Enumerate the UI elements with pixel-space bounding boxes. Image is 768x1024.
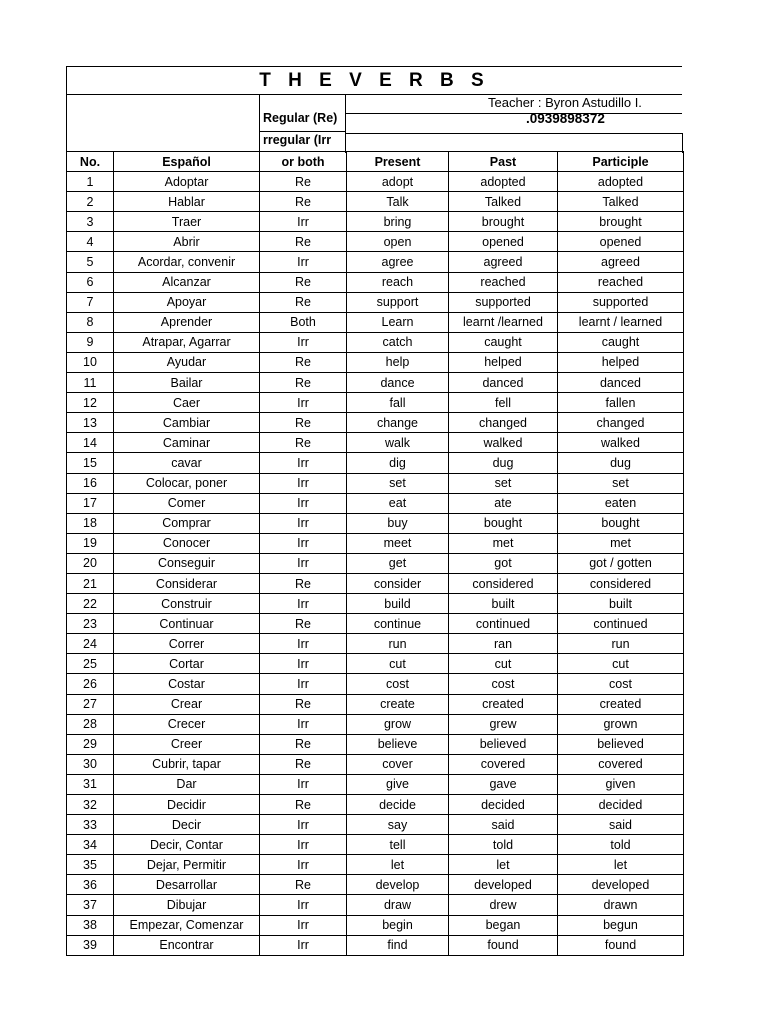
table-row [67,212,684,232]
table-row [67,312,684,332]
cell-past: supported [449,292,558,312]
cell-past: told [449,835,558,855]
cell-participle: changed [558,413,684,433]
cell-no: 6 [67,272,114,292]
cell-type: Re [260,875,347,895]
table-row [67,734,684,754]
table-row [67,553,684,573]
cell-participle: told [558,835,684,855]
cell-type: Re [260,232,347,252]
cell-present: find [347,935,449,955]
cell-past: got [449,553,558,573]
cell-espanol: Traer [114,212,260,232]
cell-present: help [347,352,449,372]
cell-present: tell [347,835,449,855]
cell-past: helped [449,352,558,372]
page-title: T H E V E R B S [66,66,682,95]
legend-divider [260,131,345,132]
cell-espanol: Acordar, convenir [114,252,260,272]
cell-past: created [449,694,558,714]
cell-past: learnt /learned [449,312,558,332]
table-row [67,352,684,372]
cell-present: draw [347,895,449,915]
cell-present: dance [347,373,449,393]
cell-participle: decided [558,795,684,815]
cell-type: Irr [260,935,347,955]
cell-type: Re [260,694,347,714]
cell-present: bring [347,212,449,232]
cell-past: fell [449,393,558,413]
cell-participle: eaten [558,493,684,513]
cell-no: 22 [67,594,114,614]
cell-no: 10 [67,352,114,372]
cell-past: dug [449,453,558,473]
cell-present: develop [347,875,449,895]
cell-past: drew [449,895,558,915]
cell-participle: cost [558,674,684,694]
cell-present: let [347,855,449,875]
cell-type: Irr [260,674,347,694]
cell-participle: met [558,533,684,553]
table-row [67,332,684,352]
cell-type: Irr [260,855,347,875]
cell-present: build [347,594,449,614]
cell-participle: drawn [558,895,684,915]
cell-espanol: Construir [114,594,260,614]
cell-no: 21 [67,573,114,593]
teacher-name: Teacher : Byron Astudillo I. [488,95,642,110]
column-header-type: or both [260,152,347,172]
cell-past: adopted [449,172,558,192]
table-body [67,172,684,956]
table-row [67,533,684,553]
cell-no: 15 [67,453,114,473]
table-row [67,513,684,533]
column-header-no: No. [67,152,114,172]
cell-participle: reached [558,272,684,292]
cell-participle: covered [558,754,684,774]
cell-participle: supported [558,292,684,312]
cell-no: 20 [67,553,114,573]
cell-type: Irr [260,634,347,654]
regular-label: Regular (Re) [263,111,338,125]
cell-present: decide [347,795,449,815]
cell-no: 7 [67,292,114,312]
cell-present: grow [347,714,449,734]
table-row [67,774,684,794]
cell-no: 32 [67,795,114,815]
cell-type: Irr [260,594,347,614]
cell-present: say [347,815,449,835]
cell-espanol: Ayudar [114,352,260,372]
cell-past: bought [449,513,558,533]
table-row [67,694,684,714]
cell-present: fall [347,393,449,413]
table-row [67,493,684,513]
cell-past: Talked [449,192,558,212]
cell-present: believe [347,734,449,754]
cell-no: 3 [67,212,114,232]
cell-no: 19 [67,533,114,553]
cell-participle: said [558,815,684,835]
cell-no: 12 [67,393,114,413]
cell-participle: agreed [558,252,684,272]
cell-type: Irr [260,493,347,513]
cell-present: set [347,473,449,493]
cell-past: gave [449,774,558,794]
cell-present: adopt [347,172,449,192]
cell-type: Re [260,433,347,453]
column-header-present: Present [347,152,449,172]
cell-type: Re [260,172,347,192]
cell-participle: opened [558,232,684,252]
table-row [67,192,684,212]
cell-present: consider [347,573,449,593]
cell-type: Re [260,413,347,433]
cell-present: eat [347,493,449,513]
cell-no: 11 [67,373,114,393]
cell-type: Re [260,292,347,312]
cell-type: Irr [260,895,347,915]
cell-participle: walked [558,433,684,453]
cell-type: Irr [260,252,347,272]
cell-participle: brought [558,212,684,232]
cell-past: found [449,935,558,955]
cell-participle: got / gotten [558,553,684,573]
teacher-phone: .0939898372 [526,111,605,126]
cell-type: Both [260,312,347,332]
cell-participle: dug [558,453,684,473]
cell-espanol: Adoptar [114,172,260,192]
cell-participle: continued [558,614,684,634]
cell-participle: bought [558,513,684,533]
cell-type: Irr [260,553,347,573]
cell-present: support [347,292,449,312]
cell-participle: given [558,774,684,794]
cell-past: grew [449,714,558,734]
cell-espanol: Crear [114,694,260,714]
cell-present: run [347,634,449,654]
cell-no: 26 [67,674,114,694]
table-row [67,292,684,312]
irregular-label: rregular (Irr [263,133,332,147]
table-row [67,795,684,815]
cell-espanol: Costar [114,674,260,694]
table-row [67,393,684,413]
table-row [67,252,684,272]
cell-espanol: Alcanzar [114,272,260,292]
cell-present: cover [347,754,449,774]
cell-no: 39 [67,935,114,955]
cell-participle: learnt / learned [558,312,684,332]
cell-participle: begun [558,915,684,935]
table-row [67,714,684,734]
cell-past: decided [449,795,558,815]
teacher-info [346,95,682,153]
table-row [67,835,684,855]
cell-espanol: Abrir [114,232,260,252]
cell-participle: set [558,473,684,493]
cell-no: 8 [67,312,114,332]
cell-espanol: Conocer [114,533,260,553]
cell-present: meet [347,533,449,553]
cell-espanol: cavar [114,453,260,473]
right-border [682,133,683,153]
cell-past: covered [449,754,558,774]
cell-past: brought [449,212,558,232]
cell-present: agree [347,252,449,272]
cell-type: Re [260,614,347,634]
cell-participle: adopted [558,172,684,192]
cell-participle: grown [558,714,684,734]
cell-espanol: Aprender [114,312,260,332]
cell-espanol: Caer [114,393,260,413]
cell-espanol: Bailar [114,373,260,393]
table-row [67,272,684,292]
cell-participle: caught [558,332,684,352]
cell-espanol: Hablar [114,192,260,212]
cell-participle: helped [558,352,684,372]
cell-no: 23 [67,614,114,634]
table-row [67,674,684,694]
cell-espanol: Dibujar [114,895,260,915]
table-row [67,232,684,252]
cell-type: Irr [260,815,347,835]
cell-past: considered [449,573,558,593]
cell-present: dig [347,453,449,473]
cell-present: continue [347,614,449,634]
cell-present: create [347,694,449,714]
cell-type: Re [260,573,347,593]
cell-participle: built [558,594,684,614]
header-blank-cell [66,95,259,153]
cell-no: 17 [67,493,114,513]
header-block [66,95,682,153]
cell-type: Irr [260,714,347,734]
cell-type: Irr [260,774,347,794]
cell-participle: fallen [558,393,684,413]
cell-participle: Talked [558,192,684,212]
cell-past: believed [449,734,558,754]
cell-no: 31 [67,774,114,794]
cell-present: open [347,232,449,252]
cell-no: 16 [67,473,114,493]
cell-espanol: Decir [114,815,260,835]
cell-past: developed [449,875,558,895]
cell-no: 25 [67,654,114,674]
cell-espanol: Apoyar [114,292,260,312]
cell-no: 33 [67,815,114,835]
cell-past: let [449,855,558,875]
table-row [67,634,684,654]
column-header-espanol: Español [114,152,260,172]
cell-type: Irr [260,654,347,674]
cell-type: Re [260,734,347,754]
cell-espanol: Conseguir [114,553,260,573]
cell-past: danced [449,373,558,393]
cell-past: met [449,533,558,553]
cell-no: 2 [67,192,114,212]
cell-type: Re [260,373,347,393]
cell-participle: believed [558,734,684,754]
cell-participle: let [558,855,684,875]
cell-espanol: Comer [114,493,260,513]
cell-no: 29 [67,734,114,754]
table-row [67,573,684,593]
table-row [67,453,684,473]
table-row [67,654,684,674]
cell-espanol: Considerar [114,573,260,593]
cell-type: Irr [260,393,347,413]
cell-past: reached [449,272,558,292]
cell-type: Irr [260,473,347,493]
cell-no: 30 [67,754,114,774]
cell-espanol: Decir, Contar [114,835,260,855]
cell-espanol: Creer [114,734,260,754]
cell-type: Re [260,754,347,774]
cell-espanol: Encontrar [114,935,260,955]
cell-type: Irr [260,332,347,352]
cell-past: built [449,594,558,614]
phone-divider [346,133,682,134]
cell-present: Talk [347,192,449,212]
cell-past: continued [449,614,558,634]
cell-espanol: Atrapar, Agarrar [114,332,260,352]
table-row [67,614,684,634]
cell-participle: danced [558,373,684,393]
cell-present: begin [347,915,449,935]
cell-no: 37 [67,895,114,915]
cell-type: Irr [260,533,347,553]
cell-past: set [449,473,558,493]
cell-type: Irr [260,453,347,473]
cell-no: 28 [67,714,114,734]
cell-type: Irr [260,915,347,935]
cell-espanol: Continuar [114,614,260,634]
cell-no: 14 [67,433,114,453]
table-row [67,935,684,955]
table-row [67,473,684,493]
cell-present: cut [347,654,449,674]
cell-participle: found [558,935,684,955]
cell-espanol: Cambiar [114,413,260,433]
cell-participle: considered [558,573,684,593]
cell-type: Re [260,192,347,212]
cell-past: cost [449,674,558,694]
cell-present: reach [347,272,449,292]
cell-type: Re [260,272,347,292]
cell-no: 5 [67,252,114,272]
table-row [67,594,684,614]
regularity-legend [259,95,346,153]
cell-no: 35 [67,855,114,875]
cell-no: 36 [67,875,114,895]
cell-present: Learn [347,312,449,332]
cell-participle: cut [558,654,684,674]
cell-past: said [449,815,558,835]
cell-espanol: Dejar, Permitir [114,855,260,875]
cell-type: Re [260,352,347,372]
cell-present: give [347,774,449,794]
verbs-table [66,151,684,956]
cell-present: walk [347,433,449,453]
cell-past: opened [449,232,558,252]
cell-espanol: Comprar [114,513,260,533]
table-row [67,875,684,895]
cell-past: agreed [449,252,558,272]
cell-present: cost [347,674,449,694]
cell-espanol: Correr [114,634,260,654]
cell-past: ran [449,634,558,654]
teacher-divider [346,113,682,114]
cell-past: walked [449,433,558,453]
cell-no: 13 [67,413,114,433]
column-header-past: Past [449,152,558,172]
column-header-participle: Participle [558,152,684,172]
table-row [67,413,684,433]
cell-espanol: Colocar, poner [114,473,260,493]
cell-type: Re [260,795,347,815]
cell-type: Irr [260,513,347,533]
cell-espanol: Empezar, Comenzar [114,915,260,935]
table-row [67,433,684,453]
cell-participle: created [558,694,684,714]
cell-espanol: Cortar [114,654,260,674]
cell-no: 24 [67,634,114,654]
table-row [67,855,684,875]
cell-espanol: Desarrollar [114,875,260,895]
cell-espanol: Cubrir, tapar [114,754,260,774]
cell-no: 27 [67,694,114,714]
table-row [67,915,684,935]
table-row [67,815,684,835]
cell-no: 1 [67,172,114,192]
table-header-row [67,152,684,172]
cell-no: 38 [67,915,114,935]
cell-present: catch [347,332,449,352]
table-row [67,754,684,774]
table-row [67,895,684,915]
cell-type: Irr [260,835,347,855]
cell-present: buy [347,513,449,533]
table-row [67,373,684,393]
cell-participle: run [558,634,684,654]
cell-no: 9 [67,332,114,352]
cell-past: began [449,915,558,935]
cell-past: changed [449,413,558,433]
cell-espanol: Decidir [114,795,260,815]
cell-no: 18 [67,513,114,533]
table-row [67,172,684,192]
cell-espanol: Caminar [114,433,260,453]
cell-participle: developed [558,875,684,895]
cell-espanol: Crecer [114,714,260,734]
cell-past: ate [449,493,558,513]
cell-present: change [347,413,449,433]
cell-no: 34 [67,835,114,855]
cell-past: cut [449,654,558,674]
cell-no: 4 [67,232,114,252]
cell-espanol: Dar [114,774,260,794]
cell-past: caught [449,332,558,352]
cell-present: get [347,553,449,573]
cell-type: Irr [260,212,347,232]
